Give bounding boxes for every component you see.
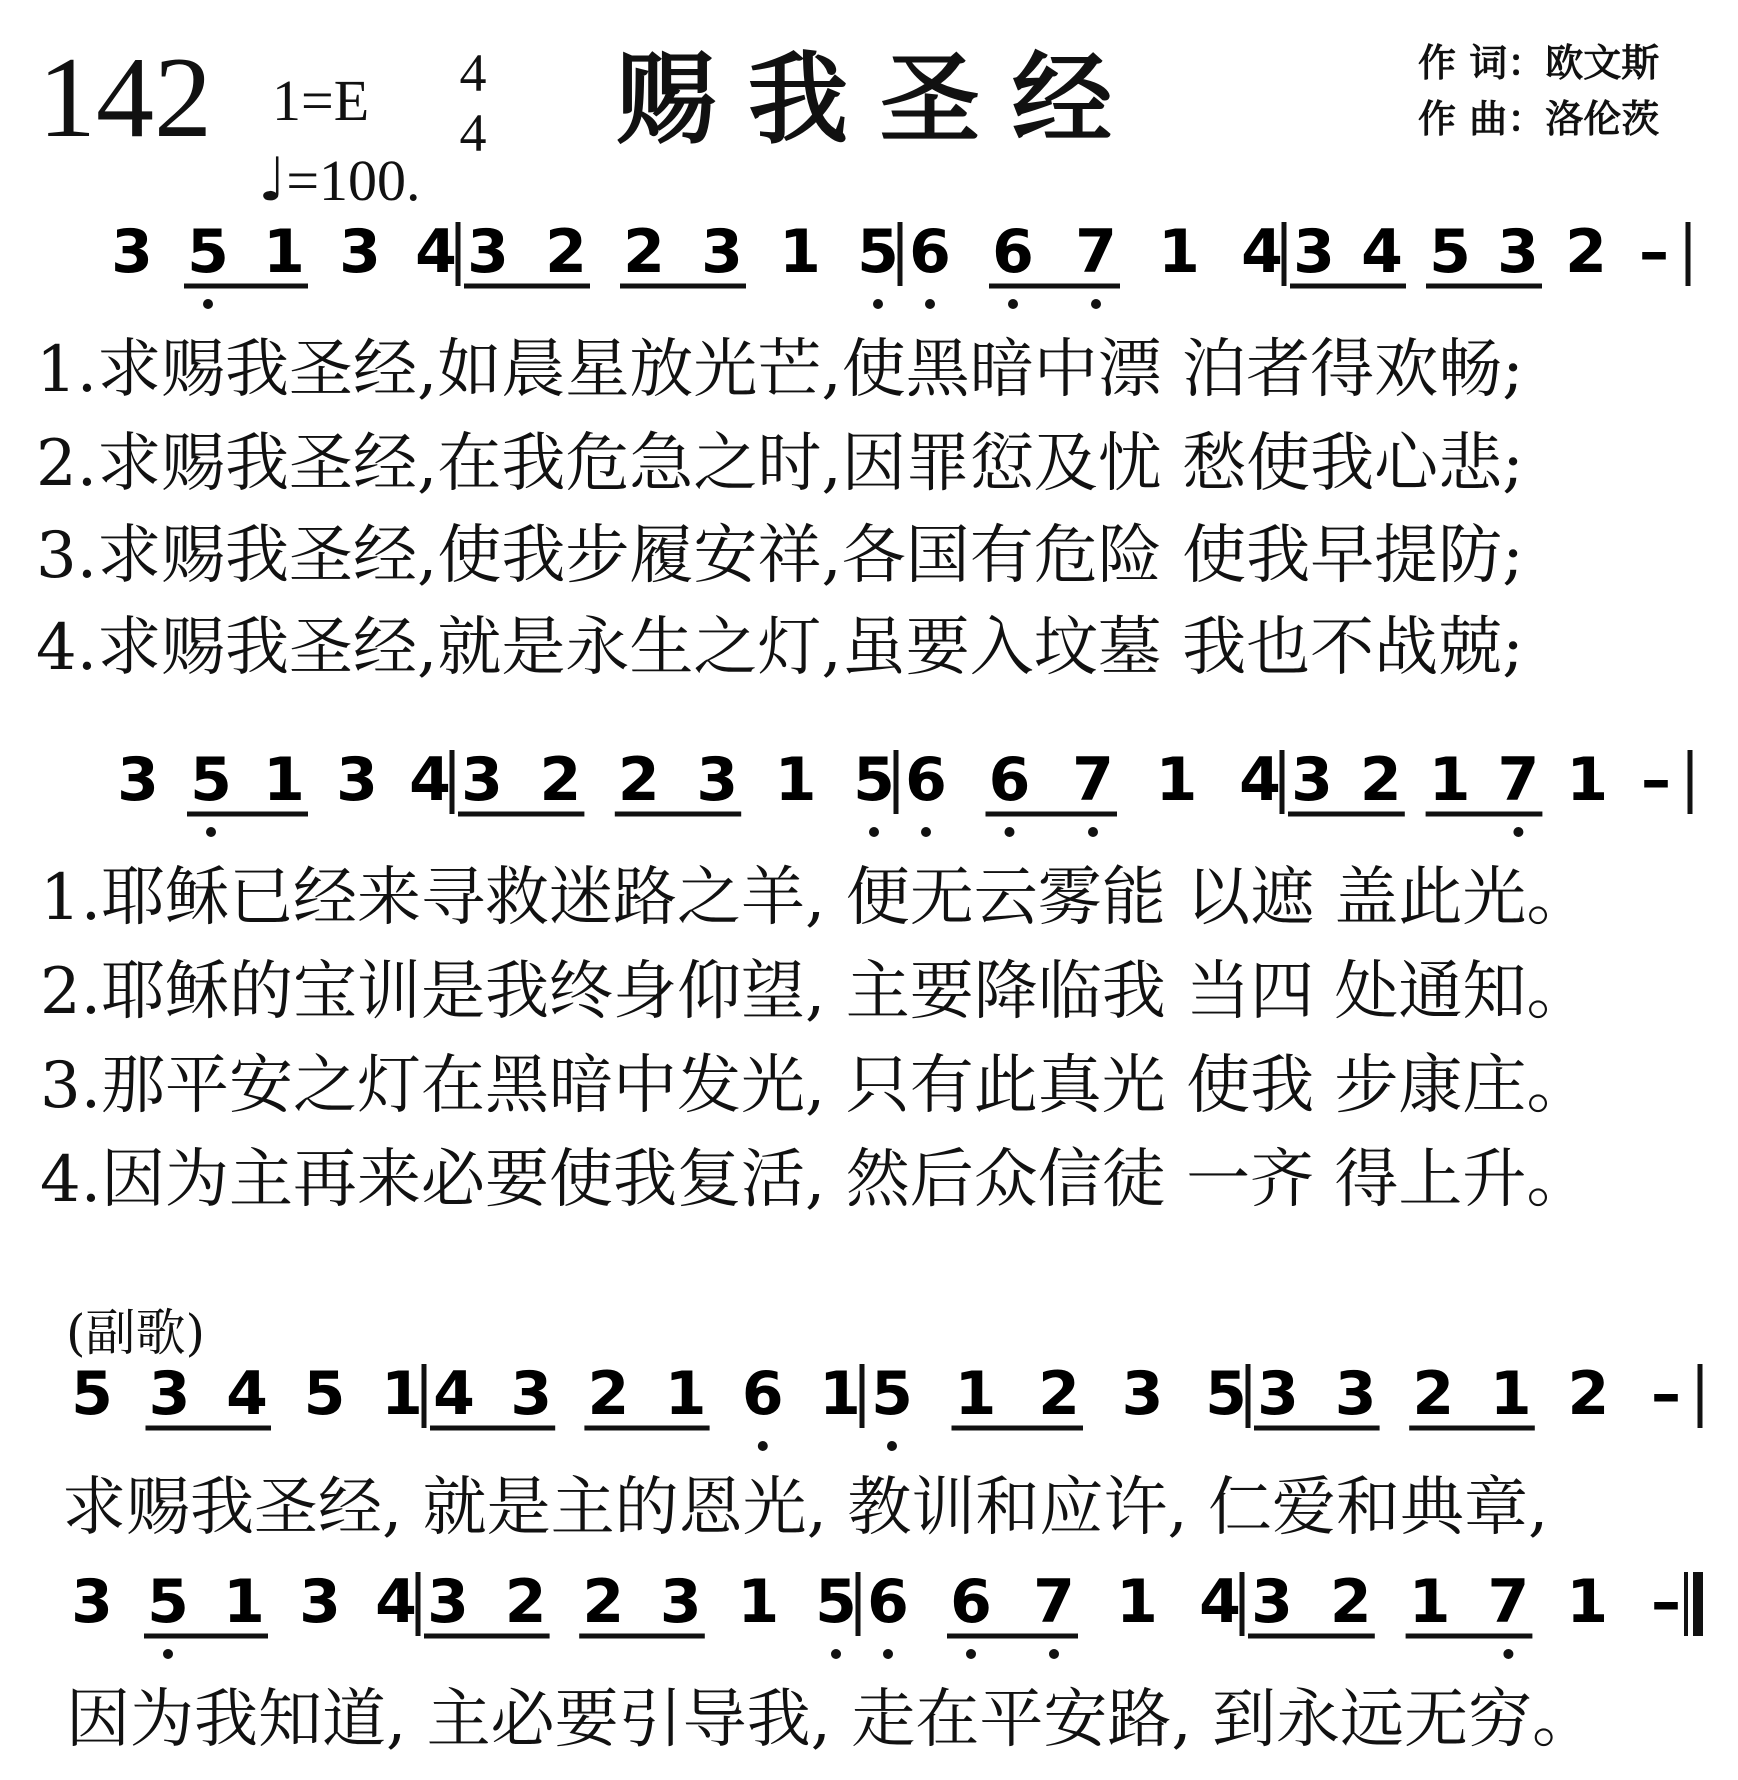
verse-melody-1-low-octave-dot <box>925 299 935 309</box>
verse-melody-1-note: 2 <box>623 217 665 287</box>
chorus-melody-1-note: 3 <box>1121 1359 1164 1429</box>
verse2-line3-lyrics: 3.那平安之灯在黑暗中发光, 只有此真光 使我 步康庄。 <box>40 1049 1591 1123</box>
verse-melody-1-note: 5 <box>1429 217 1471 287</box>
key-signature: 1=E <box>272 68 370 133</box>
chorus-melody-2-note: 2 <box>504 1567 547 1637</box>
chorus-melody-1-note: 4 <box>226 1359 268 1429</box>
chorus-melody-1-low-octave-dot <box>887 1441 897 1451</box>
chorus-melody-2-note: 2 <box>582 1567 625 1637</box>
verse-melody-1-note: 1 <box>779 217 821 287</box>
verse-melody-2-low-octave-dot <box>869 827 879 837</box>
chorus-melody-1-note: 4 <box>433 1359 475 1429</box>
verse-melody-2-note: 3 <box>461 745 503 815</box>
verse-melody-2-note: 4 <box>1239 745 1281 815</box>
chorus-label: (副歌) <box>66 1304 206 1362</box>
chorus-melody-2-note: 7 <box>1033 1567 1075 1637</box>
verse-melody-1-low-octave-dot <box>873 299 883 309</box>
chorus-melody-1-note: 1 <box>1489 1359 1532 1429</box>
verse-melody-2-low-octave-dot <box>921 827 931 837</box>
chorus-melody-2-note: 3 <box>299 1567 341 1637</box>
verse-melody-2-note: 1 <box>263 745 305 815</box>
chorus-melody-2-note: 5 <box>815 1567 857 1637</box>
verse-melody-2-note: 2 <box>539 745 582 815</box>
chorus-melody-2-note: 1 <box>1116 1567 1158 1637</box>
verse-melody-2-note: 5 <box>190 745 232 815</box>
chorus-melody-1-note: 6 <box>741 1359 784 1429</box>
chorus-melody-1-note: 2 <box>1038 1359 1080 1429</box>
verse-melody-2-note: 1 <box>1428 745 1471 815</box>
verse-melody-2-note: 3 <box>1291 745 1333 815</box>
verse-melody-2-note: – <box>1641 745 1671 815</box>
song-title: 赐我圣经 <box>616 41 1144 158</box>
verse-melody-2-low-octave-dot <box>1005 827 1015 837</box>
verse2-line2-lyrics: 2.耶稣的宝训是我终身仰望, 主要降临我 当四 处通知。 <box>40 955 1591 1029</box>
chorus-melody-1-note: 1 <box>381 1359 423 1429</box>
verse-melody-1-note: 1 <box>263 217 305 287</box>
chorus-melody-1-note: 5 <box>1205 1359 1247 1429</box>
verse-melody-1-note: – <box>1639 217 1669 287</box>
verse-melody-1-note: 4 <box>1241 217 1283 287</box>
verse-melody-1-note: 4 <box>1361 217 1403 287</box>
verse-melody-2-low-octave-dot <box>1088 827 1098 837</box>
chorus-melody-2-low-octave-dot <box>883 1649 893 1659</box>
chorus-melody-2-low-octave-dot <box>1049 1649 1059 1659</box>
verse-melody-1-low-octave-dot <box>203 299 213 309</box>
chorus-melody-2-note: 1 <box>1408 1567 1451 1637</box>
chorus-melody-1-note: 3 <box>510 1359 553 1429</box>
verse-melody-1-note: 3 <box>1293 217 1335 287</box>
chorus-melody-2-low-octave-dot <box>966 1649 976 1659</box>
chorus-melody-1-note: 2 <box>1412 1359 1455 1429</box>
verse-melody-1-note: 3 <box>467 217 509 287</box>
verse-melody-2-note: 1 <box>774 745 817 815</box>
verse-melody-2-note: 7 <box>1497 745 1540 815</box>
verse-melody-2-note: 2 <box>1359 745 1402 815</box>
chorus-melody-2-note: 1 <box>737 1567 780 1637</box>
verse-melody-2-note: 3 <box>696 745 739 815</box>
chorus-melody-2-note: 6 <box>867 1567 909 1637</box>
chorus-melody-1-note: 1 <box>664 1359 707 1429</box>
verse1-line3-lyrics: 3.求赐我圣经,使我步履安祥,各国有危险 使我早提防; <box>36 519 1524 593</box>
chorus-melody-1-note: 5 <box>71 1359 113 1429</box>
chorus-melody-1-note: 1 <box>954 1359 997 1429</box>
verse-melody-1-low-octave-dot <box>1091 299 1101 309</box>
chorus-melody-1-note: 2 <box>1567 1359 1610 1429</box>
chorus-line1-lyrics: 求赐我圣经, 就是主的恩光, 教训和应许, 仁爱和典章, <box>62 1471 1549 1545</box>
time-signature-top: 4 <box>459 43 487 103</box>
chorus-melody-1-note: 1 <box>819 1359 861 1429</box>
verse-melody-2-low-octave-dot <box>1513 827 1523 837</box>
chorus-melody-1-note: 2 <box>587 1359 630 1429</box>
chorus-line2-lyrics: 因为我知道, 主必要引导我, 走在平安路, 到永远无穷。 <box>66 1683 1597 1757</box>
quarter-note-icon: ♩ <box>258 145 287 215</box>
verse-melody-1-note: 3 <box>701 217 743 287</box>
verse2-line1-lyrics: 1.耶稣已经来寻救迷路之羊, 便无云雾能 以遮 盖此光。 <box>40 861 1591 935</box>
tempo-value: =100. <box>286 148 421 213</box>
verse1-line2-lyrics: 2.求赐我圣经,在我危急之时,因罪愆及忧 愁使我心悲; <box>36 427 1524 501</box>
verse-melody-1-note: 5 <box>187 217 229 287</box>
verse-melody-2-note: 1 <box>1155 745 1198 815</box>
verse-melody-1-note: 1 <box>1158 217 1200 287</box>
chorus-melody-2-note: – <box>1651 1567 1681 1637</box>
chorus-melody-1-note: 3 <box>148 1359 191 1429</box>
chorus-melody-1-low-octave-dot <box>758 1441 768 1451</box>
verse-melody-2-note: 5 <box>853 745 895 815</box>
verse-melody-2-note: 2 <box>617 745 660 815</box>
chorus-melody-2-note: 3 <box>1251 1567 1293 1637</box>
chorus-melody-2-note: 5 <box>147 1567 189 1637</box>
lyricist-credit: 作 词：欧文斯 <box>1418 41 1660 85</box>
chorus-melody-2-low-octave-dot <box>831 1649 841 1659</box>
verse-melody-2-note: 6 <box>905 745 947 815</box>
chorus-melody-1-note: – <box>1651 1359 1681 1429</box>
chorus-melody-1-note: 3 <box>1334 1359 1377 1429</box>
verse-melody-2-note: 3 <box>117 745 159 815</box>
chorus-melody-2-note: 1 <box>223 1567 265 1637</box>
chorus-melody-1-note: 5 <box>871 1359 913 1429</box>
chorus-melody-2-low-octave-dot <box>163 1649 173 1659</box>
chorus-melody-2-note: 4 <box>1199 1567 1241 1637</box>
hymn-number: 142 <box>38 34 212 162</box>
verse-melody-2-note: 4 <box>409 745 451 815</box>
verse-melody-1-note: 3 <box>111 217 153 287</box>
chorus-melody-2-note: 3 <box>427 1567 469 1637</box>
verse-melody-1-note: 6 <box>992 217 1034 287</box>
verse-melody-2-low-octave-dot <box>206 827 216 837</box>
verse2-line4-lyrics: 4.因为主再来必要使我复活, 然后众信徒 一齐 得上升。 <box>40 1143 1591 1217</box>
chorus-melody-2-note: 2 <box>1329 1567 1372 1637</box>
verse-melody-2-note: 7 <box>1072 745 1114 815</box>
chorus-melody-1-note: 3 <box>1257 1359 1299 1429</box>
time-signature-bottom: 4 <box>459 103 487 163</box>
verse1-line1-lyrics: 1.求赐我圣经,如晨星放光芒,使黑暗中漂 泊者得欢畅; <box>36 333 1524 407</box>
verse-melody-1-note: 3 <box>1497 217 1539 287</box>
verse-melody-2-note: 1 <box>1566 745 1609 815</box>
verse-melody-2-note: 6 <box>988 745 1031 815</box>
verse-melody-1-note: 6 <box>909 217 951 287</box>
verse-melody-1-note: 2 <box>1565 217 1607 287</box>
verse-melody-1-note: 3 <box>339 217 381 287</box>
verse-melody-1-note: 5 <box>857 217 899 287</box>
chorus-melody-2-note: 6 <box>950 1567 992 1637</box>
composer-credit: 作 曲：洛伦茨 <box>1418 97 1660 141</box>
verse-melody-1-note: 4 <box>415 217 457 287</box>
verse-melody-1-note: 2 <box>545 217 587 287</box>
chorus-melody-2-note: 7 <box>1487 1567 1530 1637</box>
verse-melody-1-note: 7 <box>1075 217 1117 287</box>
chorus-melody-2-note: 1 <box>1566 1567 1609 1637</box>
verse-melody-1-low-octave-dot <box>1008 299 1018 309</box>
verse1-line4-lyrics: 4.求赐我圣经,就是永生之灯,虽要入坟墓 我也不战兢; <box>36 611 1524 685</box>
chorus-melody-1-note: 5 <box>303 1359 346 1429</box>
chorus-melody-2-note: 4 <box>375 1567 417 1637</box>
chorus-melody-2-low-octave-dot <box>1503 1649 1513 1659</box>
chorus-melody-2-note: 3 <box>659 1567 702 1637</box>
verse-melody-2-note: 3 <box>336 745 378 815</box>
chorus-melody-2-note: 3 <box>71 1567 113 1637</box>
